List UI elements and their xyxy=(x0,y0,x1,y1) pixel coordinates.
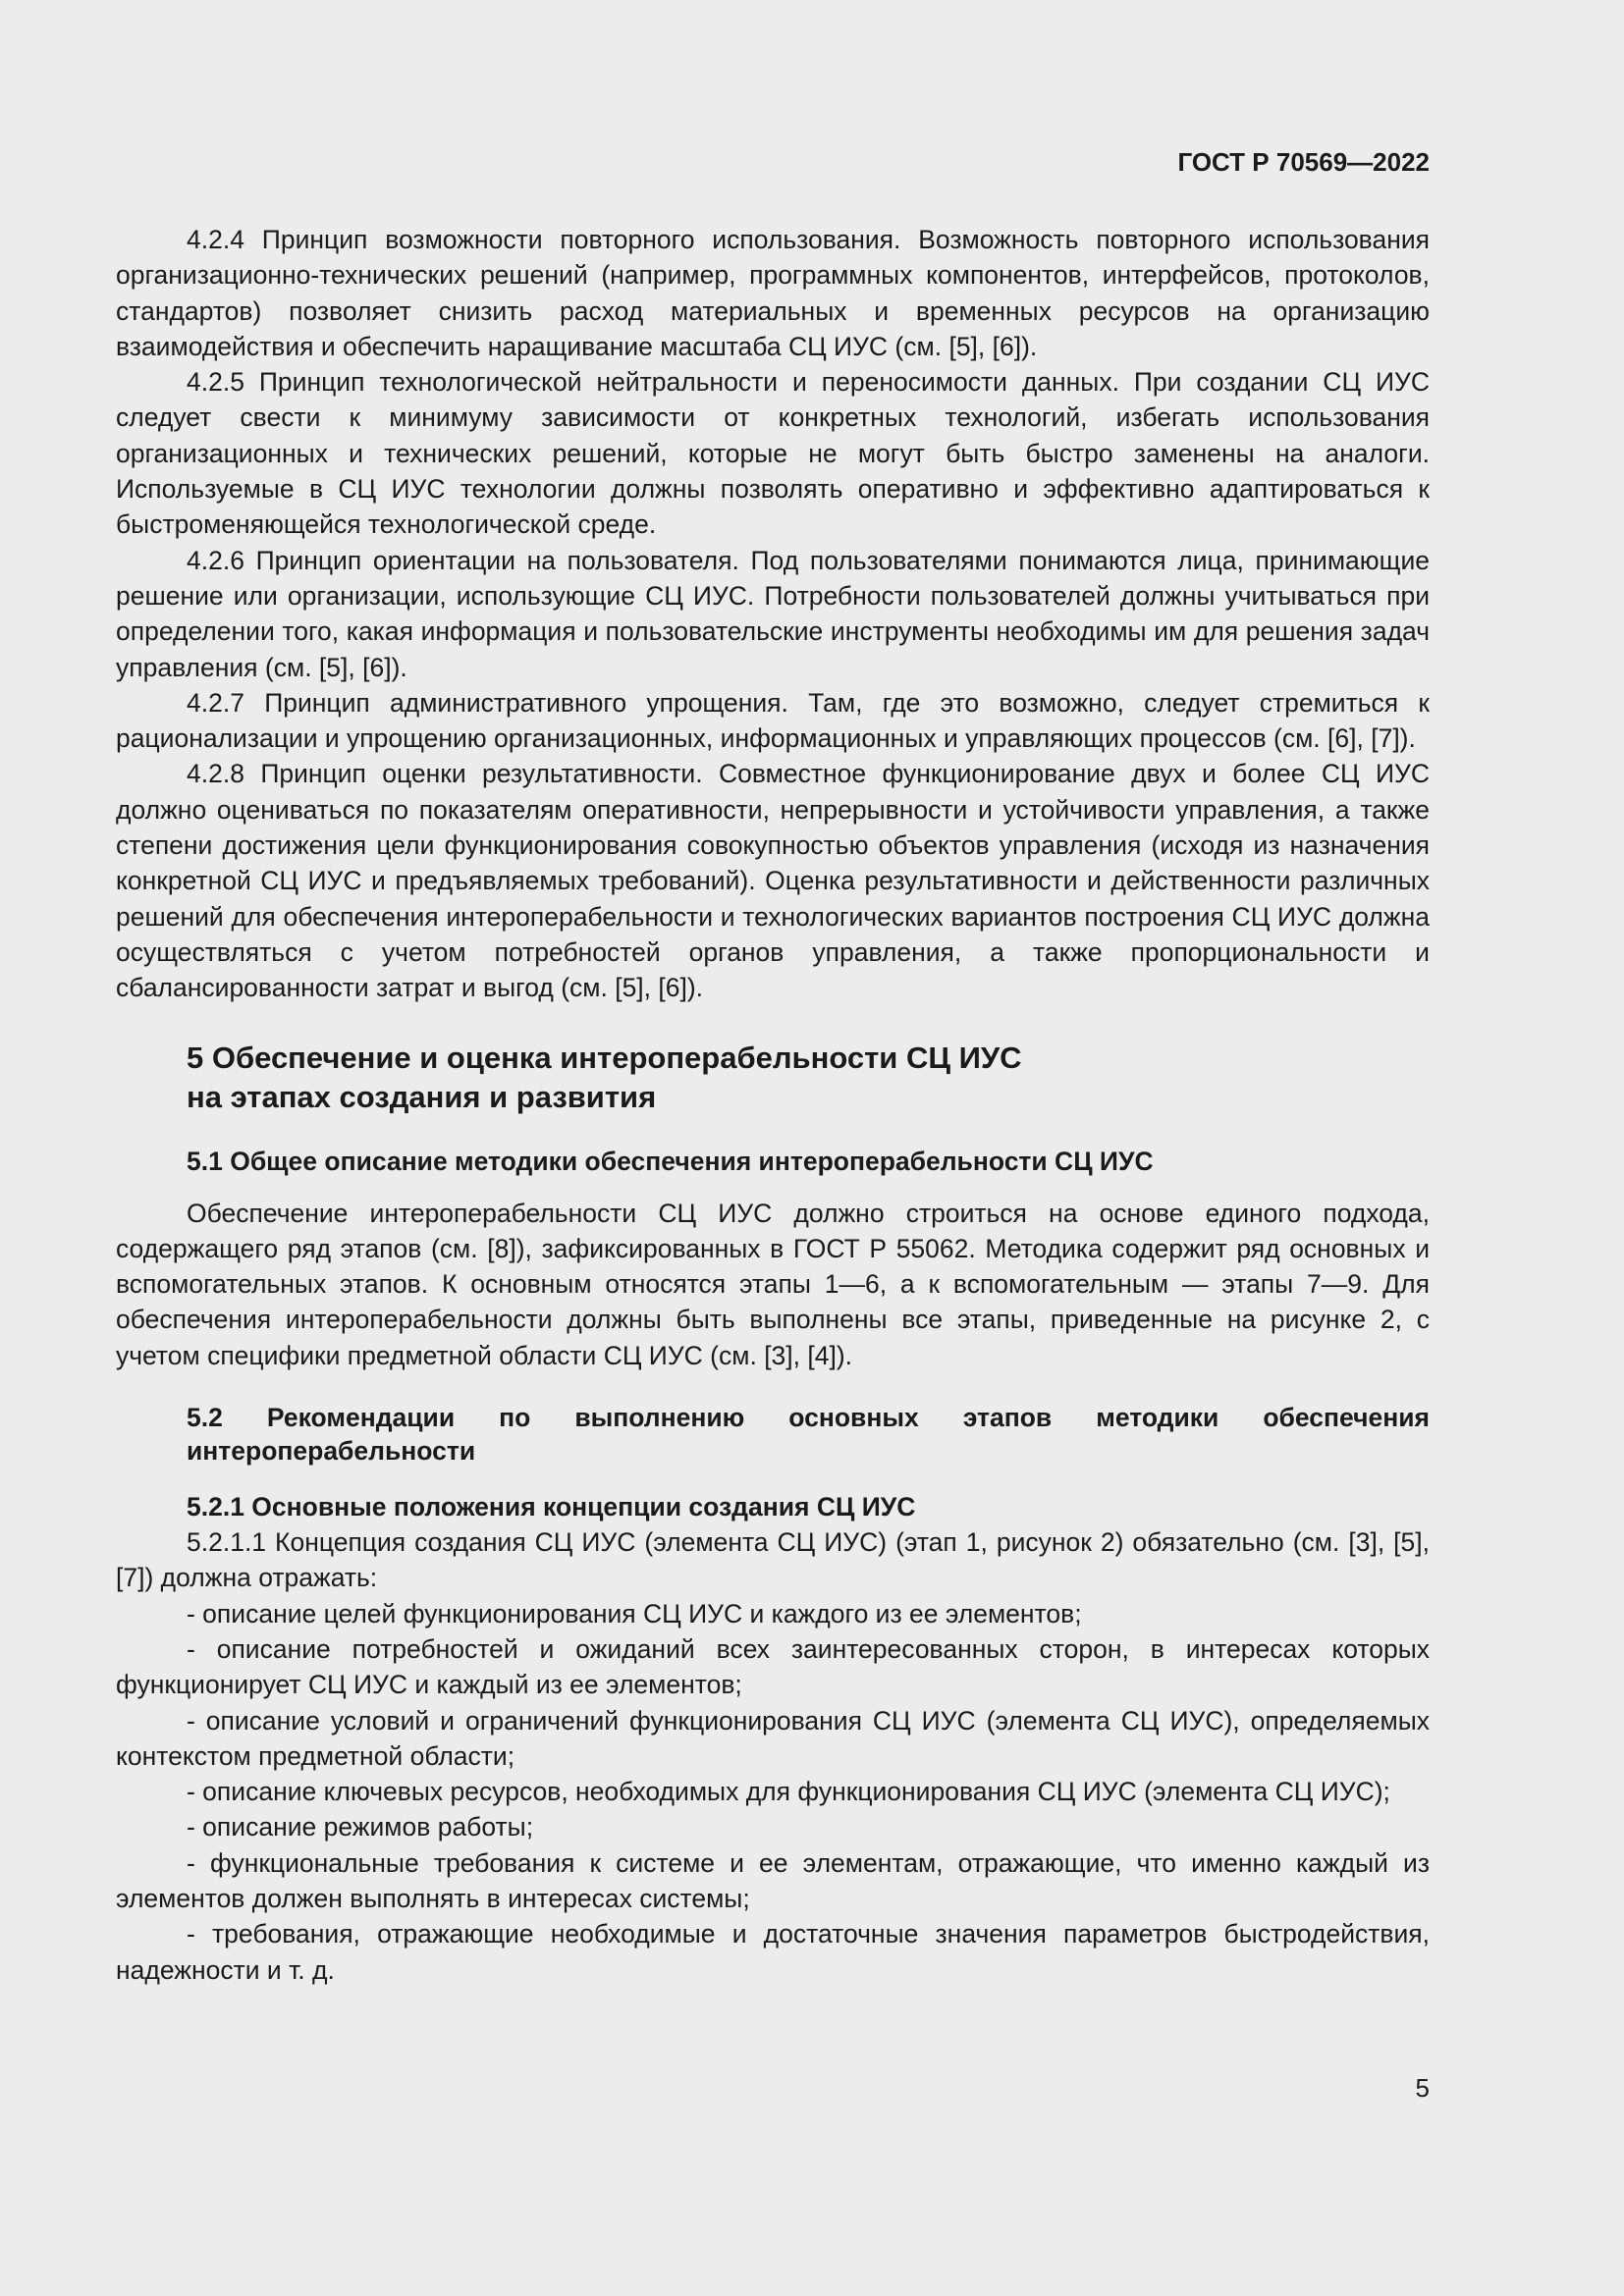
section-5-1-heading: 5.1 Общее описание методики обеспечения интероперабельности СЦ ИУС xyxy=(187,1146,1154,1176)
document-id-header: ГОСТ Р 70569—2022 xyxy=(1177,147,1430,177)
paragraph-4-2-5: 4.2.5 Принцип технологической нейтральности и переносимости данных. При создании СЦ ИУС следует свести к минимуму зависимости от конкретных технологий, избегать использования организационных и технических решений, которые не могут быть быстро заменены на аналоги. Используемые в СЦ ИУС технологии должны позволять оперативно и эффективно адаптироваться к быстроменяющейся технологической среде. xyxy=(116,367,1430,540)
section-5-heading-line1: 5 Обеспечение и оценка интероперабельности СЦ ИУС xyxy=(187,1040,1022,1075)
list-item: - описание потребностей и ожиданий всех заинтересованных сторон, в интересах которых функционирует СЦ ИУС и каждый из ее элементов; xyxy=(116,1633,1430,1700)
paragraph-4-2-6: 4.2.6 Принцип ориентации на пользователя. Под пользователями понимаются лица, принимающие решение или организации, использующие СЦ ИУС. Потребности пользователей должны учитываться при определении того, какая информация и пользовательские инструменты необходимы им для решения задач управления (см. [5], [6]). xyxy=(116,545,1430,682)
list-item: - описание ключевых ресурсов, необходимых для функционирования СЦ ИУС (элемента СЦ ИУС); xyxy=(187,1777,1390,1807)
list-item: - функциональные требования к системе и ее элементам, отражающие, что именно каждый из элементов должен выполнять в интересах системы; xyxy=(116,1847,1430,1913)
paragraph-5-2-1-1: 5.2.1.1 Концепция создания СЦ ИУС (элемента СЦ ИУС) (этап 1, рисунок 2) обязательно (см. [3], [5], [7]) должна отражать: xyxy=(116,1527,1430,1593)
list-item: - описание условий и ограничений функционирования СЦ ИУС (элемента СЦ ИУС), определяемых контекстом предметной области; xyxy=(116,1705,1430,1771)
paragraph-4-2-4: 4.2.4 Принцип возможности повторного использования. Возможность повторного использования организационно-технических решений (например, программных компонентов, интерфейсов, протоколов, стандартов) позволяет снизить расход материальных и временных ресурсов на организацию взаимодействия и обеспечить наращивание масштаба СЦ ИУС (см. [5], [6]). xyxy=(116,225,1430,361)
page-content xyxy=(116,222,1430,1988)
list-item: - требования, отражающие необходимые и достаточные значения параметров быстродействия, надежности и т. д. xyxy=(116,1919,1430,1985)
section-5-heading xyxy=(187,1039,1430,1117)
paragraph-5-1: Обеспечение интероперабельности СЦ ИУС должно строиться на основе единого подхода, содержащего ряд этапов (см. [8]), зафиксированных в ГОСТ Р 55062. Методика содержит ряд основных и вспомогательных этапов. К основным относятся этапы 1—6, а к вспомогательным — этапы 7—9. Для обеспечения интероперабельности должны быть выполнены все этапы, приведенные на рисунке 2, с учетом специфики предметной области СЦ ИУС (см. [3], [4]). xyxy=(116,1198,1430,1370)
section-5-heading-line2: на этапах создания и развития xyxy=(187,1079,657,1114)
section-5-2-heading: 5.2 Рекомендации по выполнению основных этапов методики обеспечения интероперабельности xyxy=(187,1403,1430,1467)
paragraph-4-2-8: 4.2.8 Принцип оценки результативности. Совместное функционирование двух и более СЦ ИУС должно оцениваться по показателям оперативности, непрерывности и устойчивости управления, а также степени достижения цели функционирования совокупностью объектов управления (исходя из назначения конкретной СЦ ИУС и предъявляемых требований). Оценка результативности и действенности различных решений для обеспечения интероперабельности и технологических вариантов построения СЦ ИУС должна осуществляться с учетом потребностей органов управления, а также пропорциональности и сбалансированности затрат и выгод (см. [5], [6]). xyxy=(116,759,1430,1003)
page-number: 5 xyxy=(1415,2073,1430,2103)
list-item: - описание целей функционирования СЦ ИУС и каждого из ее элементов; xyxy=(187,1598,1082,1629)
list-item: - описание режимов работы; xyxy=(187,1812,534,1842)
paragraph-4-2-7: 4.2.7 Принцип административного упрощения. Там, где это возможно, следует стремиться к рационализации и упрощению организационных, информационных и управляющих процессов (см. [6], [7]). xyxy=(116,687,1430,754)
section-5-2-1-heading: 5.2.1 Основные положения концепции создания СЦ ИУС xyxy=(187,1492,916,1522)
